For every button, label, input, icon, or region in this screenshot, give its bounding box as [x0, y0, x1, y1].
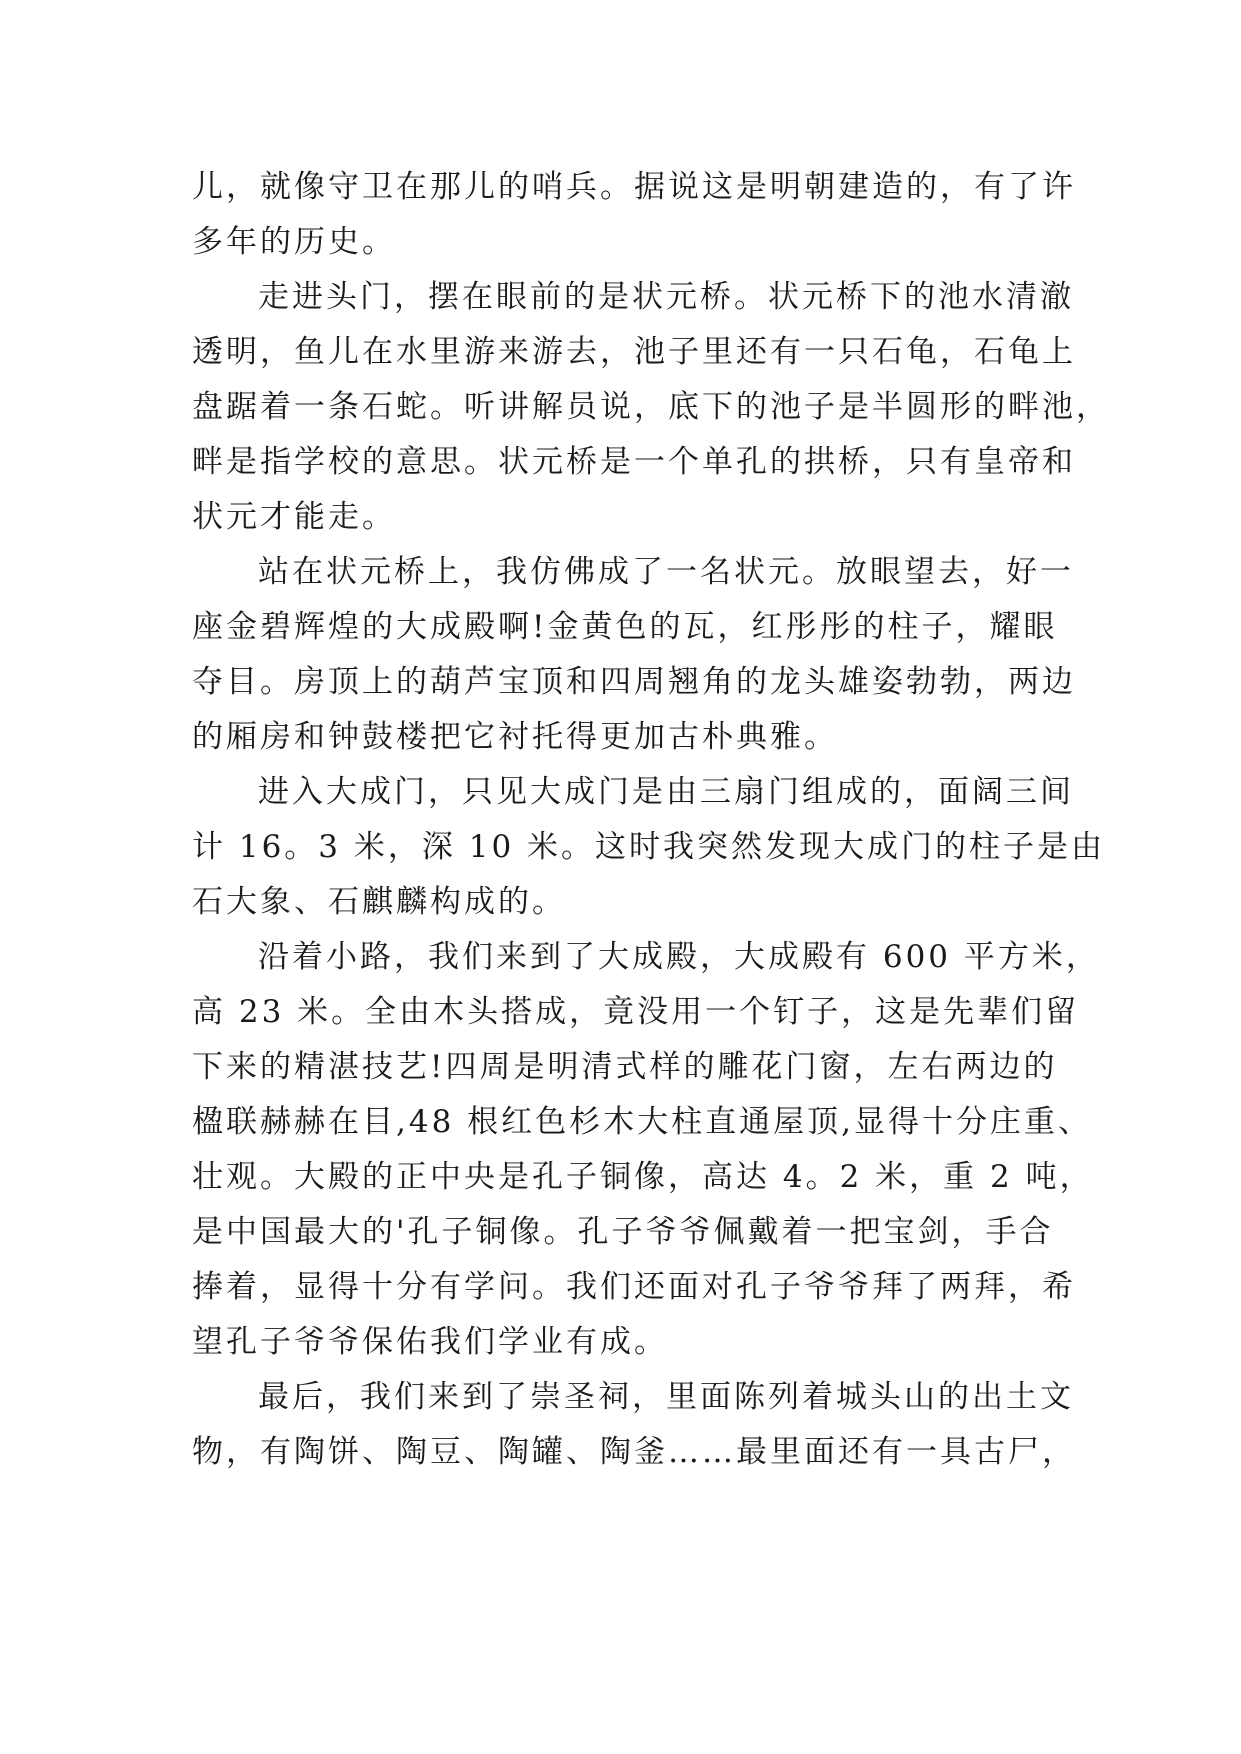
text-line: 盘踞着一条石蛇。听讲解员说，底下的池子是半圆形的畔池， [192, 389, 1110, 425]
paragraph-3 [192, 545, 1076, 765]
text-line: 壮观。大殿的正中央是孔子铜像，高达 4。2 米，重 2 吨， [192, 1159, 1094, 1195]
text-line: 多年的历史。 [192, 224, 396, 260]
text-line: 计 16。3 米，深 10 米。这时我突然发现大成门的柱子是由 [192, 829, 1106, 865]
text-line: 物，有陶饼、陶豆、陶罐、陶釜……最里面还有一具古尸， [192, 1434, 1076, 1470]
text-line: 是中国最大的'孔子铜像。孔子爷爷佩戴着一把宝剑，手合 [192, 1214, 1054, 1250]
document-body [192, 160, 1110, 1480]
text-line: 透明，鱼儿在水里游来游去，池子里还有一只石龟，石龟上 [192, 334, 1076, 370]
paragraph-6 [192, 1370, 1076, 1480]
text-line: 座金碧辉煌的大成殿啊!金黄色的瓦，红彤彤的柱子，耀眼 [192, 609, 1058, 645]
text-line: 状元才能走。 [192, 499, 396, 535]
paragraph-1 [192, 160, 1076, 270]
text-line: 畔是指学校的意思。状元桥是一个单孔的拱桥，只有皇帝和 [192, 444, 1076, 480]
text-line: 最后，我们来到了崇圣祠，里面陈列着城头山的出土文 [258, 1379, 1074, 1415]
text-line: 的厢房和钟鼓楼把它衬托得更加古朴典雅。 [192, 719, 838, 755]
text-line: 望孔子爷爷保佑我们学业有成。 [192, 1324, 668, 1360]
paragraph-2 [192, 270, 1110, 545]
text-line: 儿，就像守卫在那儿的哨兵。据说这是明朝建造的，有了许 [192, 169, 1076, 205]
text-line: 夺目。房顶上的葫芦宝顶和四周翘角的龙头雄姿勃勃，两边 [192, 664, 1076, 700]
paragraph-4 [192, 765, 1106, 930]
text-line: 下来的精湛技艺!四周是明清式样的雕花门窗，左右两边的 [192, 1049, 1058, 1085]
text-line: 沿着小路，我们来到了大成殿，大成殿有 600 平方米， [258, 939, 1100, 975]
text-line: 走进头门，摆在眼前的是状元桥。状元桥下的池水清澈 [258, 279, 1074, 315]
text-line: 高 23 米。全由木头搭成，竟没用一个钉子，这是先辈们留 [192, 994, 1080, 1030]
text-line: 楹联赫赫在目,48 根红色杉木大柱直通屋顶,显得十分庄重、 [192, 1104, 1093, 1140]
text-line: 石大象、石麒麟构成的。 [192, 884, 566, 920]
text-line: 捧着，显得十分有学问。我们还面对孔子爷爷拜了两拜，希 [192, 1269, 1076, 1305]
text-line: 站在状元桥上，我仿佛成了一名状元。放眼望去，好一 [258, 554, 1074, 590]
text-line: 进入大成门，只见大成门是由三扇门组成的，面阔三间 [258, 774, 1074, 810]
paragraph-5 [192, 930, 1100, 1370]
